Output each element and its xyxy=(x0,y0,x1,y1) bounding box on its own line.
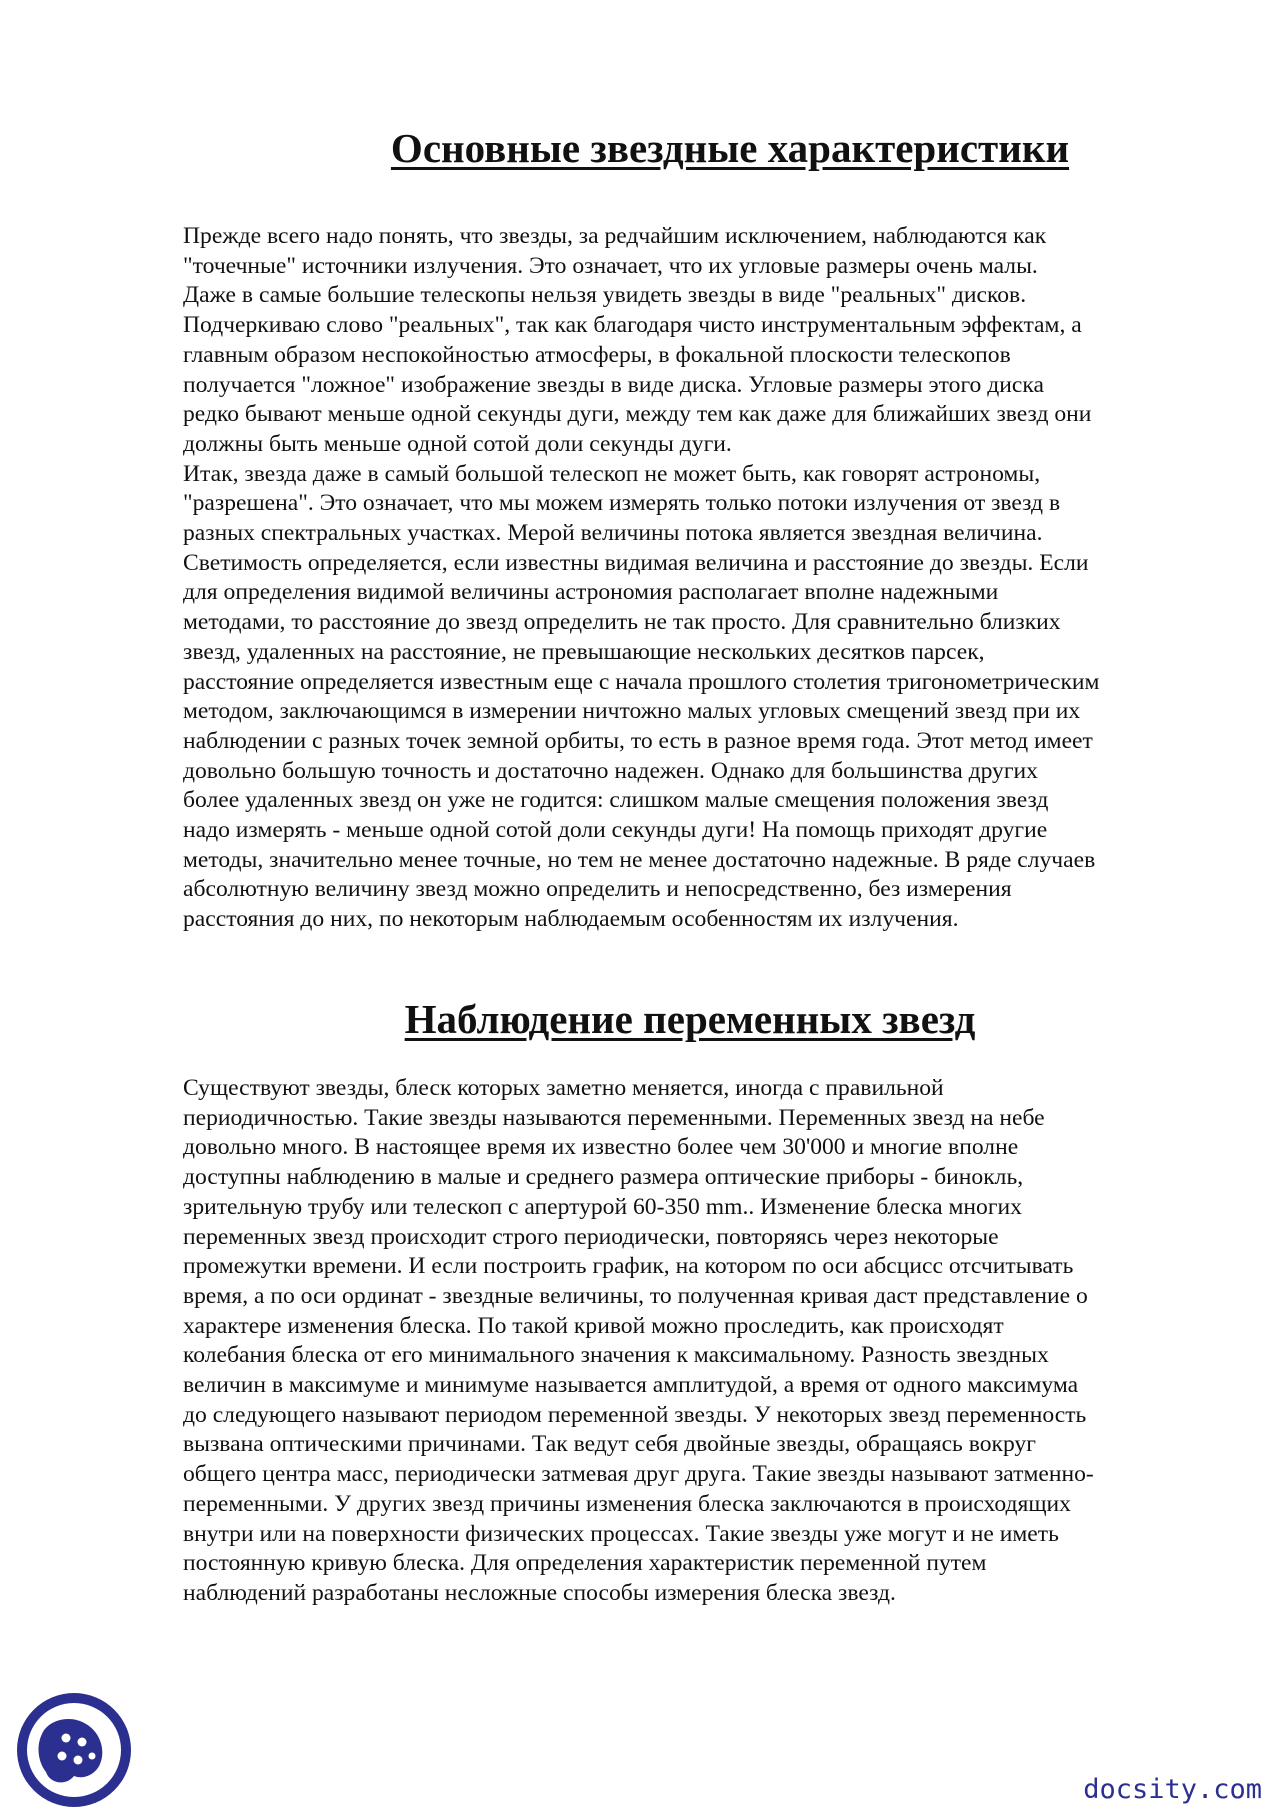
text-line: колебания блеска от его минимального значения к максимальному. Разность звездных xyxy=(183,1342,1049,1369)
text-line: периодичностью. Такие звезды называются переменными. Переменных звезд на небе xyxy=(183,1104,1045,1131)
docsity-brand-text[interactable]: docsity.com xyxy=(1083,1774,1262,1805)
text-line: переменных звезд происходит строго периодически, повторяясь через некоторые xyxy=(183,1223,999,1250)
text-line: величин в максимуме и минимуме называется амплитудой, а время от одного максимума xyxy=(183,1372,1079,1399)
text-line: надо измерять - меньше одной сотой доли секунды дуги! На помощь приходят другие xyxy=(183,817,1048,844)
text-line: доступны наблюдению в малые и среднего размера оптические приборы - бинокль, xyxy=(183,1164,1024,1191)
text-line: характере изменения блеска. По такой кривой можно проследить, как происходят xyxy=(183,1312,1004,1339)
section-body-variable-stars xyxy=(183,1074,1193,1609)
text-line: звезд, удаленных на расстояние, не превышающие нескольких десятков парсек, xyxy=(183,638,985,665)
text-line: редко бывают меньше одной секунды дуги, между тем как даже для ближайших звезд они xyxy=(183,401,1092,428)
text-line: довольно много. В настоящее время их известно более чем 30'000 и многие вполне xyxy=(183,1134,1019,1161)
text-line: главным образом неспокойностью атмосферы, в фокальной плоскости телескопов xyxy=(183,341,1011,368)
text-line: абсолютную величину звезд можно определить и непосредственно, без измерения xyxy=(183,876,1012,903)
section-title-variable-stars: Наблюдение переменных звезд xyxy=(404,996,976,1042)
text-line: внутри или на поверхности физических процессах. Такие звезды уже могут и не иметь xyxy=(183,1520,1059,1547)
text-line: для определения видимой величины астрономия располагает вполне надежными xyxy=(183,579,999,606)
text-line: Существуют звезды, блеск которых заметно меняется, иногда с правильной xyxy=(183,1075,944,1101)
text-line: Светимость определяется, если известны видимая величина и расстояние до звезды. Если xyxy=(183,549,1089,576)
text-line: разных спектральных участках. Мерой величины потока является звездная величина. xyxy=(183,520,1043,547)
text-line: время, а по оси ординат - звездные величины, то полученная кривая даст представление о xyxy=(183,1282,1088,1309)
text-line: до следующего называют периодом переменной звезды. У некоторых звезд переменность xyxy=(183,1401,1087,1428)
text-line: расстояния до них, по некоторым наблюдаемым особенностям их излучения. xyxy=(183,906,959,933)
docsity-logo-icon[interactable] xyxy=(14,1690,134,1810)
section-title-stellar-characteristics: Основные звездные характеристики xyxy=(390,125,1070,171)
text-line: переменными. У других звезд причины изменения блеска заключаются в происходящих xyxy=(183,1490,1071,1517)
text-line: расстояние определяется известным еще с начала прошлого столетия тригонометрическим xyxy=(183,668,1100,695)
text-line: общего центра масс, периодически затмевая друг друга. Такие звезды называют затменно- xyxy=(183,1461,1094,1488)
text-line: Итак, звезда даже в самый большой телескоп не может быть, как говорят астрономы, xyxy=(183,460,1041,487)
text-line: наблюдений разработаны несложные способы измерения блеска звезд. xyxy=(183,1579,896,1606)
text-line: зрительную трубу или телескоп с апертурой 60-350 mm.. Изменение блеска многих xyxy=(183,1193,1022,1220)
section-body-stellar-characteristics xyxy=(183,222,1193,935)
text-line: более удаленных звезд он уже не годится: слишком малые смещения положения звезд xyxy=(183,787,1049,814)
text-line: постоянную кривую блеска. Для определения характеристик переменной путем xyxy=(183,1550,987,1577)
text-line: вызвана оптическими причинами. Так ведут себя двойные звезды, обращаясь вокруг xyxy=(183,1431,1036,1458)
text-line: методом, заключающимся в измерении ничтожно малых угловых смещений звезд при их xyxy=(183,698,1081,725)
text-line: наблюдении с разных точек земной орбиты, то есть в разное время года. Этот метод имеет xyxy=(183,727,1093,754)
text-line: должны быть меньше одной сотой доли секунды дуги. xyxy=(183,430,732,457)
text-line: довольно большую точность и достаточно надежен. Однако для большинства других xyxy=(183,757,1038,784)
text-line: Прежде всего надо понять, что звезды, за редчайшим исключением, наблюдаются как xyxy=(183,223,1047,249)
text-line: промежутки времени. И если построить график, на котором по оси абсцисс отсчитывать xyxy=(183,1253,1074,1280)
text-line: получается "ложное" изображение звезды в виде диска. Угловые размеры этого диска xyxy=(183,371,1044,398)
text-line: "точечные" источники излучения. Это означает, что их угловые размеры очень малы. xyxy=(183,252,1038,279)
text-line: методами, то расстояние до звезд определить не так просто. Для сравнительно близких xyxy=(183,609,1061,636)
text-line: Подчеркиваю слово "реальных", так как благодаря чисто инструментальным эффектам, а xyxy=(183,312,1082,339)
text-line: Даже в самые большие телескопы нельзя увидеть звезды в виде "реальных" дисков. xyxy=(183,282,1027,309)
text-line: методы, значительно менее точные, но тем не менее достаточно надежные. В ряде случаев xyxy=(183,846,1096,873)
text-line: "разрешена". Это означает, что мы можем измерять только потоки излучения от звезд в xyxy=(183,490,1061,517)
